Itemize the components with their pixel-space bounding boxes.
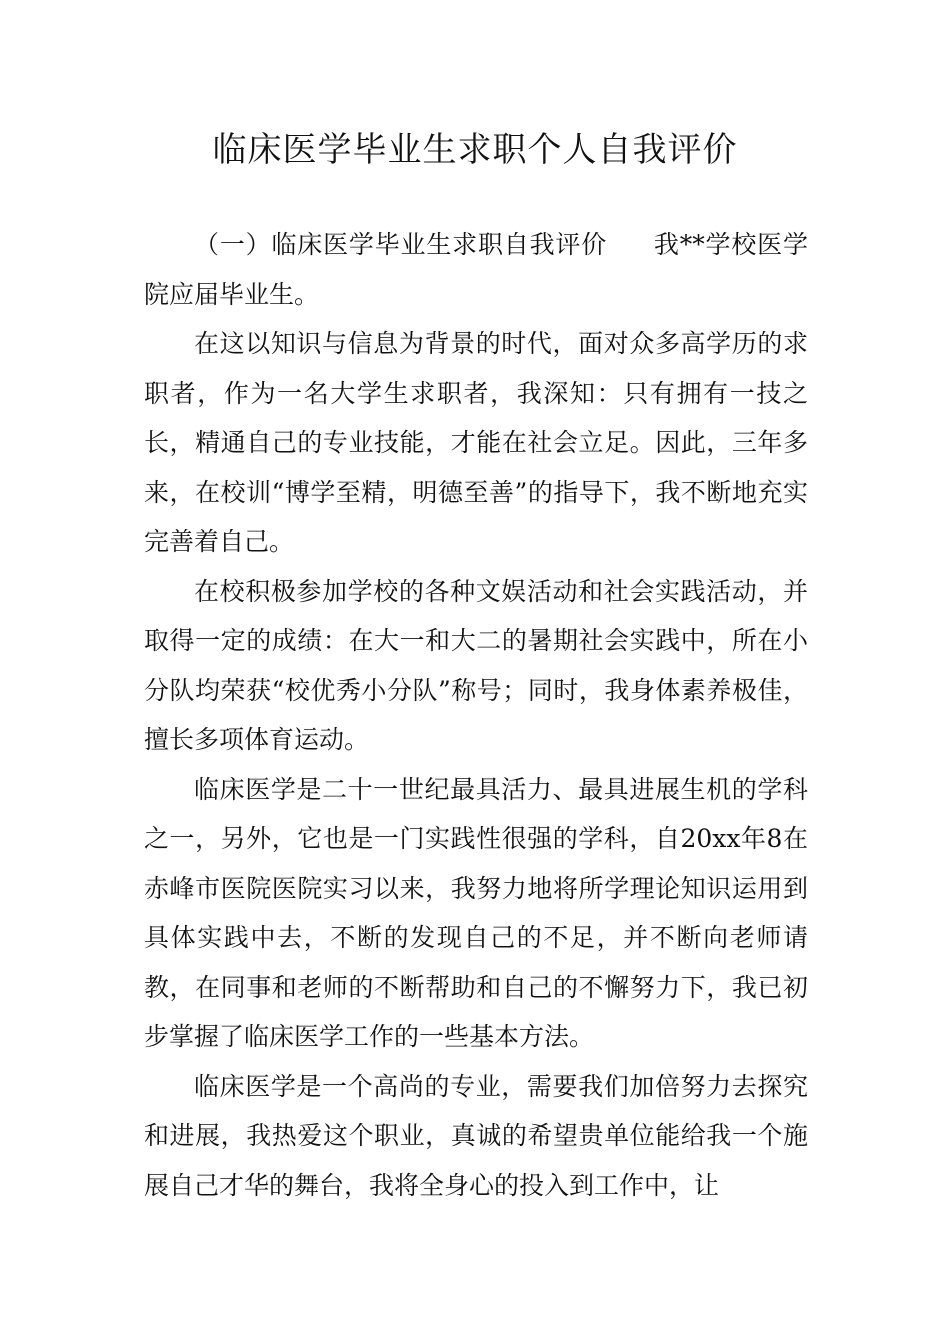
body-paragraph-4: 临床医学是一个高尚的专业，需要我们加倍努力去探究和进展，我热爱这个职业，真诚的希望贵单位能给我一个施展自己才华的舞台，我将全身心的投入到工作中，让 [144,1071,808,1200]
body-paragraph-3: 临床医学是二十一世纪最具活力、最具进展生机的学科之一，另外，它也是一门实践性很强的学科，自20xx年8在赤峰市医院医院实习以来，我努力地将所学理论知识运用到具体实践中去，不断的发现自己的不足，并不断向老师请教，在同事和老师的不断帮助和自己的不懈努力下，我已初步掌握了临床医学工作的一些基本方法。 [144,774,808,1051]
intro-heading: （一）临床医学毕业生求职自我评价 [194,230,608,259]
document-body [144,220,808,1210]
intro-paragraph [144,220,808,319]
document-title: 临床医学毕业生求职个人自我评价 [212,130,738,170]
body-paragraph-2: 在校积极参加学校的各种文娱活动和社会实践活动，并取得一定的成绩：在大一和大二的暑期社会实践中，所在小分队均荣获“校优秀小分队”称号；同时，我身体素养极佳，擅长多项体育运动。 [144,576,808,754]
intro-text: 我**学校医学院应届毕业生。 [144,230,808,309]
body-paragraph-1: 在这以知识与信息为背景的时代，面对众多高学历的求职者，作为一名大学生求职者，我深知：只有拥有一技之长，精通自己的专业技能，才能在社会立足。因此，三年多来，在校训“博学至精，明德至善”的指导下，我不断地充实完善着自己。 [144,329,808,556]
